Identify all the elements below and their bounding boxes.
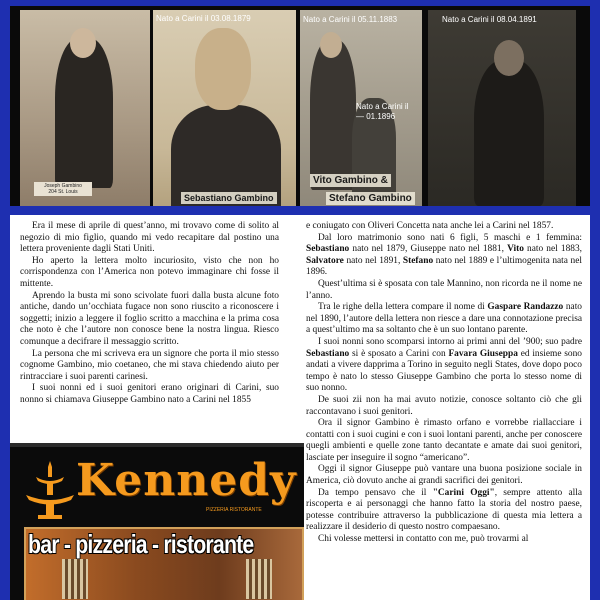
paragraph: I suoi nonni sono scomparsi intorno ai primi anni del ’900; suo padre Sebastiano si è sposato a Carini con Favara Giuseppa ed insieme sono andati a vivere dapprima a Torino in seguito negli States, dove dopo poco tempo è nato lo stesso Giuseppe Gambino che porta lo stesso nome di suo nonno. (306, 336, 582, 394)
kennedy-advertisement (10, 443, 304, 600)
paragraph: La persona che mi scriveva era un signore che porta il mio stesso cognome Gambino, mio coetaneo, che mi stava chiedendo aiuto per rintracciare i suoi parenti carinesi. (20, 348, 279, 382)
paragraph: Ora il signor Gambino è rimasto orfano e vorrebbe riallacciare i contatti con i suoi cugini e con i suoi lontani parenti, anche per conoscere quegli ambienti e quelle zone tanto decantate e amate dai suoi genitori, lasciate per inseguire il sogno “americano”. (306, 418, 582, 463)
ad-subtitle: PIZZERIA RISTORANTE (206, 507, 262, 513)
figure-silhouette (55, 38, 113, 188)
paragraph: Aprendo la busta mi sono scivolate fuori dalla busta alcune foto antiche, dando un’occhiata fugace non sono riuscito a riconoscere i soggetti; inizio a leggere il foglio scritto a macchina e la prima cosa che noto è che l’autore non conosce bene la nostra lingua. Riesco comunque a decifrare il messaggio scritto. (20, 290, 279, 347)
photo-nameplate: Joseph Gambino 204 St. Louis (34, 182, 92, 196)
paragraph: De suoi zii non ha mai avuto notizie, conosce soltanto ciò che gli raccontavano i suoi genitori. (306, 394, 582, 417)
article-left-column (20, 221, 279, 443)
photo-caption: Nato a Carini il 05.11.1883 (303, 15, 398, 24)
paragraph: Era il mese di aprile di quest’anno, mi trovavo come di solito al negozio di mio figlio, quando mi vedo recapitare dal postino una lettera proveniente dagli Stati Uniti. (20, 221, 279, 255)
photo-caption: Nato a Carini il 03.08.1879 (156, 14, 251, 23)
bottle-shelf (62, 559, 88, 599)
photo-joseph (20, 10, 150, 206)
figure-silhouette (474, 60, 544, 206)
figure-face (320, 32, 342, 58)
photo-caption: Nato a Carini il 08.04.1891 (442, 15, 537, 24)
figure-face (494, 40, 524, 76)
photo-nameplate: Stefano Gambino (326, 192, 415, 205)
photo-caption: Nato a Carini il — 01.1896 (356, 102, 409, 121)
paragraph: Ho aperto la lettera molto incuriosito, visto che non ho corrispondenza con l’America non potevo immaginare chi fosse il mittente. (20, 255, 279, 289)
photo-sebastiano (153, 10, 296, 206)
ad-tagline: bar - pizzeria - ristorante (28, 529, 254, 559)
fountain-logo-icon (24, 459, 76, 521)
photo-strip (10, 6, 590, 210)
paragraph: e coniugato con Oliveri Concetta nata anche lei a Carini nel 1857. (306, 221, 554, 231)
page-border-left (0, 0, 10, 600)
page-border-right (590, 0, 600, 600)
article-right-column (306, 221, 582, 600)
paragraph: Quest’ultima si è sposata con tale Mannino, non ricorda ne il nome ne l’anno. (306, 278, 582, 301)
paragraph: Chi volesse mettersi in contatto con me, può trovarmi al (318, 534, 529, 545)
paragraph: Oggi il signor Giuseppe può vantare una buona posizione sociale in America, ciò dovuto anche ai grandi sacrifici dei genitori. (306, 464, 582, 487)
figure-face (195, 28, 251, 110)
paragraph: Da tempo pensavo che il "Carini Oggi", sempre attento alla riscoperta e ai personaggi che hanno fatto la storia del nostro paese, potesse contribuire attraverso la pubblicazione di questa mia lettera a realizzare il desiderio di questo nostro compaesano. (306, 487, 582, 533)
paragraph: I suoi nonni ed i suoi genitori erano originari di Carini, suo nonno si chiamava Giuseppe Gambino nato a Carini nel 1855 (20, 383, 279, 405)
photo-vito-stefano (300, 10, 422, 206)
figure-silhouette (171, 105, 281, 206)
separator-band (10, 206, 590, 215)
photo-salvatore (428, 10, 576, 206)
ad-brand: Kennedy (76, 455, 297, 506)
photo-nameplate: Sebastiano Gambino (181, 192, 277, 204)
photo-nameplate: Vito Gambino & (310, 174, 391, 187)
paragraph: Tra le righe della lettera compare il nome di Gaspare Randazzo nato nel 1890, l’autore della lettera non riesce a dare una connotazione precisa a quest’ultimo ma sa soltanto che è un suo lontano parente. (306, 302, 582, 336)
paragraph: Dal loro matrimonio sono nati 6 figli, 5 maschi e 1 femmina: Sebastiano nato nel 1879, Giuseppe nato nel 1881, Vito nato nel 1883, Salvatore nato nel 1891, Stefano nato nel 1889 e l’ultimogenita nata nel 1896. (306, 232, 582, 278)
figure-face (70, 28, 96, 58)
figure-silhouette (310, 40, 356, 190)
bottle-shelf (246, 559, 272, 599)
